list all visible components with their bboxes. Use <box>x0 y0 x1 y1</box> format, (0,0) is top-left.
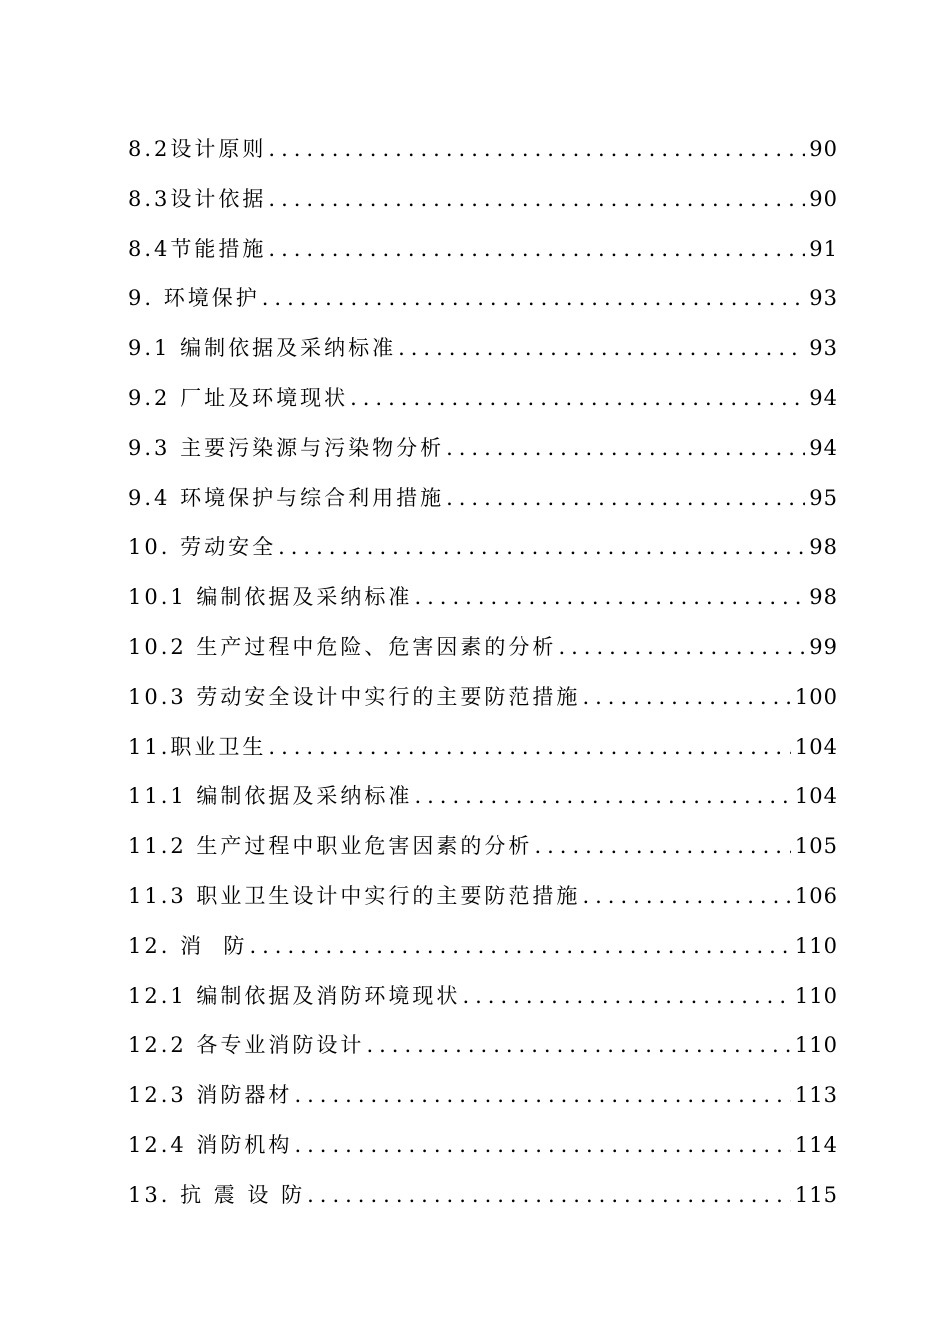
toc-entry-title: 10. 劳动安全 <box>128 535 277 560</box>
toc-entry-title: 11.3 职业卫生设计中实行的主要防范措施 <box>128 883 581 908</box>
toc-entry-title: 10.1 编制依据及采纳标准 <box>128 585 413 610</box>
toc-entry-title: 8.3设计依据 <box>128 186 267 211</box>
toc-dot-leader <box>558 623 805 673</box>
toc-entry[interactable] <box>128 673 838 723</box>
toc-dot-leader <box>414 573 805 623</box>
toc-entry-title: 9.3 主要污染源与污染物分析 <box>128 435 445 460</box>
toc-entry[interactable] <box>128 523 838 573</box>
toc-entry-title: 13. 抗 震 设 防 <box>128 1182 306 1207</box>
toc-entry[interactable] <box>128 822 838 872</box>
toc-entry[interactable] <box>128 374 838 424</box>
toc-entry-page: 113 <box>794 1083 838 1108</box>
toc-dot-leader <box>582 872 790 922</box>
toc-dot-leader <box>262 274 806 324</box>
toc-entry-title: 12.2 各专业消防设计 <box>128 1033 365 1058</box>
toc-entry-title: 9.2 厂址及环境现状 <box>128 385 349 410</box>
toc-dot-leader <box>534 822 790 872</box>
toc-entry[interactable] <box>128 324 838 374</box>
toc-entry-page: 98 <box>809 535 838 560</box>
toc-dot-leader <box>414 772 790 822</box>
toc-dot-leader <box>268 175 805 225</box>
toc-entry[interactable] <box>128 274 838 324</box>
toc-entry-page: 115 <box>794 1182 838 1207</box>
toc-entry[interactable] <box>128 474 838 524</box>
toc-entry[interactable] <box>128 573 838 623</box>
toc-entry-page: 100 <box>794 684 838 709</box>
toc-entry-title: 12.4 消防机构 <box>128 1132 293 1157</box>
toc-entry-page: 93 <box>809 286 838 311</box>
toc-entry-page: 94 <box>809 435 838 460</box>
toc-entry-page: 104 <box>794 784 838 809</box>
table-of-contents <box>128 125 838 1221</box>
toc-entry-page: 106 <box>794 883 838 908</box>
toc-entry-page: 110 <box>794 983 838 1008</box>
toc-entry[interactable] <box>128 1171 838 1221</box>
toc-dot-leader <box>268 125 805 175</box>
toc-entry-page: 93 <box>809 336 838 361</box>
toc-entry-page: 95 <box>809 485 838 510</box>
toc-entry-title: 12.1 编制依据及消防环境现状 <box>128 983 461 1008</box>
toc-entry[interactable] <box>128 1121 838 1171</box>
toc-dot-leader <box>249 922 790 972</box>
toc-entry-page: 104 <box>794 734 838 759</box>
toc-dot-leader <box>446 424 805 474</box>
toc-entry-page: 110 <box>794 1033 838 1058</box>
toc-entry-page: 99 <box>809 634 838 659</box>
toc-entry[interactable] <box>128 125 838 175</box>
toc-entry-title: 8.4节能措施 <box>128 236 267 261</box>
toc-dot-leader <box>398 324 805 374</box>
toc-dot-leader <box>294 1071 790 1121</box>
toc-entry[interactable] <box>128 424 838 474</box>
toc-entry[interactable] <box>128 225 838 275</box>
toc-dot-leader <box>268 723 791 773</box>
toc-dot-leader <box>350 374 805 424</box>
toc-dot-leader <box>278 523 805 573</box>
toc-entry[interactable] <box>128 1021 838 1071</box>
toc-entry-title: 12.3 消防器材 <box>128 1083 293 1108</box>
toc-entry-page: 90 <box>809 186 838 211</box>
toc-dot-leader <box>462 972 790 1022</box>
toc-entry-title: 8.2设计原则 <box>128 137 267 161</box>
toc-entry-page: 91 <box>809 236 838 261</box>
toc-entry-page: 98 <box>809 585 838 610</box>
toc-entry[interactable] <box>128 872 838 922</box>
toc-entry[interactable] <box>128 623 838 673</box>
toc-entry[interactable] <box>128 972 838 1022</box>
toc-entry-title: 12. 消 防 <box>128 933 248 958</box>
toc-entry-title: 9.4 环境保护与综合利用措施 <box>128 485 445 510</box>
toc-entry-page: 90 <box>809 137 838 161</box>
toc-entry-title: 10.2 生产过程中危险、危害因素的分析 <box>128 634 557 659</box>
toc-entry[interactable] <box>128 175 838 225</box>
toc-entry-title: 9.1 编制依据及采纳标准 <box>128 336 397 361</box>
toc-entry-title: 9. 环境保护 <box>128 286 260 311</box>
toc-entry-page: 105 <box>794 834 838 859</box>
toc-entry-page: 94 <box>809 385 838 410</box>
toc-entry-page: 114 <box>794 1132 838 1157</box>
toc-entry[interactable] <box>128 723 838 773</box>
toc-dot-leader <box>446 474 805 524</box>
toc-dot-leader <box>294 1121 790 1171</box>
toc-entry-title: 11.1 编制依据及采纳标准 <box>128 784 413 809</box>
toc-dot-leader <box>268 225 805 275</box>
toc-entry-title: 11.2 生产过程中职业危害因素的分析 <box>128 834 533 859</box>
toc-entry[interactable] <box>128 922 838 972</box>
toc-entry-title: 10.3 劳动安全设计中实行的主要防范措施 <box>128 684 581 709</box>
toc-entry-page: 110 <box>794 933 838 958</box>
toc-dot-leader <box>366 1021 790 1071</box>
toc-dot-leader <box>582 673 790 723</box>
toc-entry[interactable] <box>128 772 838 822</box>
toc-dot-leader <box>307 1171 791 1221</box>
toc-entry[interactable] <box>128 1071 838 1121</box>
toc-entry-title: 11.职业卫生 <box>128 734 267 759</box>
